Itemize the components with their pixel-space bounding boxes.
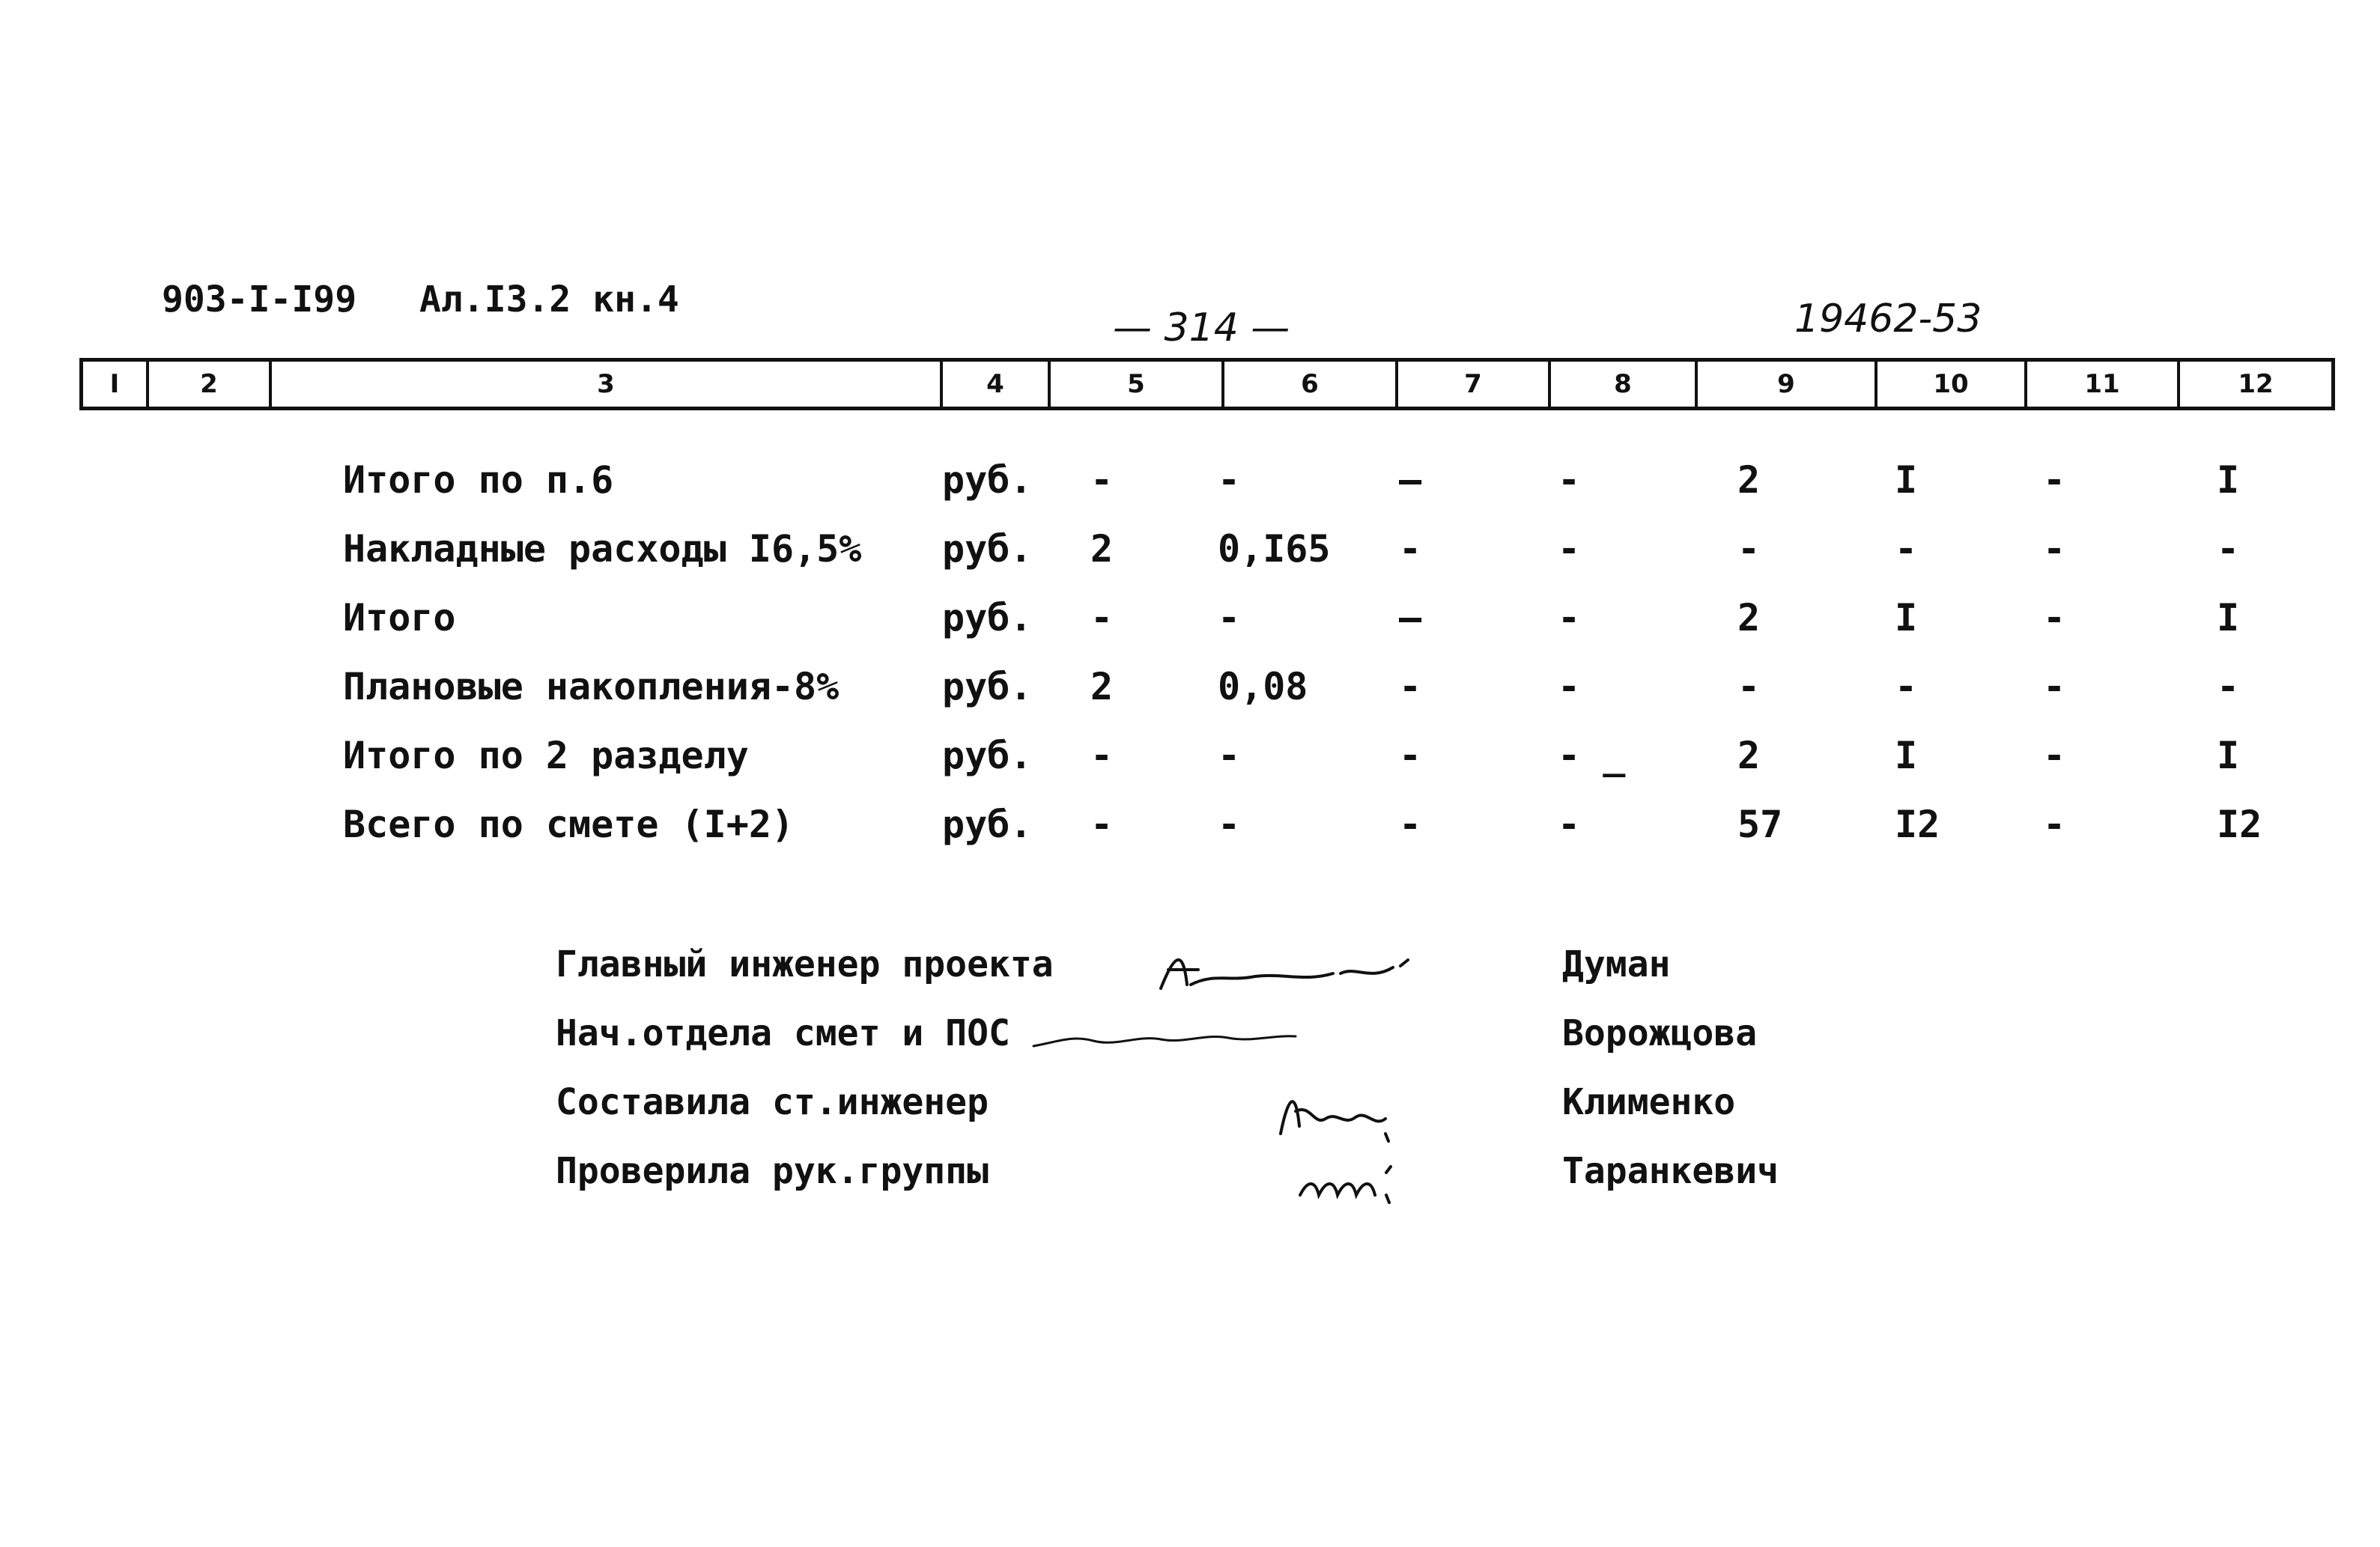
column-number-header [79,358,2335,410]
signature-line [0,1081,2380,1149]
table-row [0,527,2380,587]
row-name: Итого по п.6 [343,458,614,502]
table-row [0,803,2380,863]
signature-role: Нач.отдела смет и ПОС [556,1012,1010,1054]
signatory-name: Таранкевич [1562,1150,1779,1192]
cell-col10: I [1895,458,1918,502]
column-number: 9 [1698,362,1877,407]
cell-col10: - [1895,665,1918,708]
cell-col7: - [1399,734,1422,777]
handwritten-signature [1293,1150,1412,1219]
cell-col5: 2 [1090,665,1114,708]
cell-col9: 2 [1737,596,1761,639]
cell-col9: 2 [1737,458,1761,502]
cell-col7: — [1399,458,1422,502]
cell-col8: - _ [1558,734,1626,777]
signatory-name: Ворожцова [1562,1012,1758,1054]
cell-col6: - [1218,803,1241,846]
signatory-name: Клименко [1562,1081,1736,1123]
row-name: Всего по смете (I+2) [343,803,795,846]
cell-col12: I [2217,734,2240,777]
cell-col11: - [2043,734,2066,777]
signature-line [0,943,2380,1011]
row-unit: руб. [942,458,1033,502]
cell-col7: - [1399,665,1422,708]
cell-col9: 57 [1737,803,1783,846]
row-name: Плановые накопления-8% [343,665,840,708]
cell-col7: - [1399,803,1422,846]
cell-col8: - [1558,458,1581,502]
cell-col10: I [1895,596,1918,639]
row-unit: руб. [942,803,1033,846]
column-number: 5 [1051,362,1224,407]
cell-col5: - [1090,596,1114,639]
column-number: 7 [1398,362,1551,407]
column-number: 4 [943,362,1051,407]
row-name: Итого [343,596,456,639]
cell-col12: - [2217,665,2240,708]
cell-col7: - [1399,527,1422,571]
cell-col12: I2 [2217,803,2262,846]
cell-col8: - [1558,803,1581,846]
row-name: Итого по 2 разделу [343,734,749,777]
cell-col9: - [1737,665,1761,708]
cell-col12: I [2217,458,2240,502]
signature-role: Составила ст.инженер [556,1081,989,1123]
cell-col7: — [1399,596,1422,639]
table-row [0,665,2380,725]
column-number: 11 [2027,362,2180,407]
row-name: Накладные расходы I6,5% [343,527,862,571]
column-number: 6 [1224,362,1398,407]
column-number: 3 [272,362,943,407]
cell-col5: - [1090,458,1114,502]
signature-role: Проверила рук.группы [556,1150,989,1192]
cell-col6: - [1218,458,1241,502]
table-row [0,734,2380,794]
cell-col10: - [1895,527,1918,571]
cell-col11: - [2043,527,2066,571]
table-row [0,458,2380,518]
signature-role: Главный инженер проекта [556,943,1054,985]
cell-col11: - [2043,458,2066,502]
cell-col10: I2 [1895,803,1940,846]
cell-col6: 0,I65 [1218,527,1331,571]
cell-col8: - [1558,665,1581,708]
table-row [0,596,2380,656]
cell-col6: - [1218,596,1241,639]
page-number: — 314 — [1113,306,1290,350]
handwritten-signature [1153,943,1438,1012]
cell-col5: 2 [1090,527,1114,571]
inventory-number: 19462-53 [1794,297,1982,341]
row-unit: руб. [942,596,1033,639]
cell-col11: - [2043,803,2066,846]
row-unit: руб. [942,734,1033,777]
cell-col6: - [1218,734,1241,777]
cell-col6: 0,08 [1218,665,1308,708]
column-number: I [83,362,149,407]
cell-col12: - [2217,527,2240,571]
document-code: 903-I-I99 [162,279,357,320]
handwritten-signature [1273,1081,1408,1158]
row-unit: руб. [942,665,1033,708]
cell-col5: - [1090,803,1114,846]
column-number: 8 [1551,362,1698,407]
cell-col10: I [1895,734,1918,777]
cell-col8: - [1558,596,1581,639]
handwritten-signature [1026,1012,1311,1074]
album-reference: Ал.I3.2 кн.4 [419,279,679,320]
cell-col11: - [2043,665,2066,708]
column-number: 12 [2238,369,2274,399]
cell-col8: - [1558,527,1581,571]
cell-col9: - [1737,527,1761,571]
signatory-name: Думан [1562,943,1671,985]
signature-line [0,1012,2380,1080]
column-number: 10 [1877,362,2027,407]
column-number: 2 [149,362,272,407]
cell-col11: - [2043,596,2066,639]
cell-col9: 2 [1737,734,1761,777]
row-unit: руб. [942,527,1033,571]
signature-line [0,1150,2380,1218]
cell-col5: - [1090,734,1114,777]
cell-col12: I [2217,596,2240,639]
